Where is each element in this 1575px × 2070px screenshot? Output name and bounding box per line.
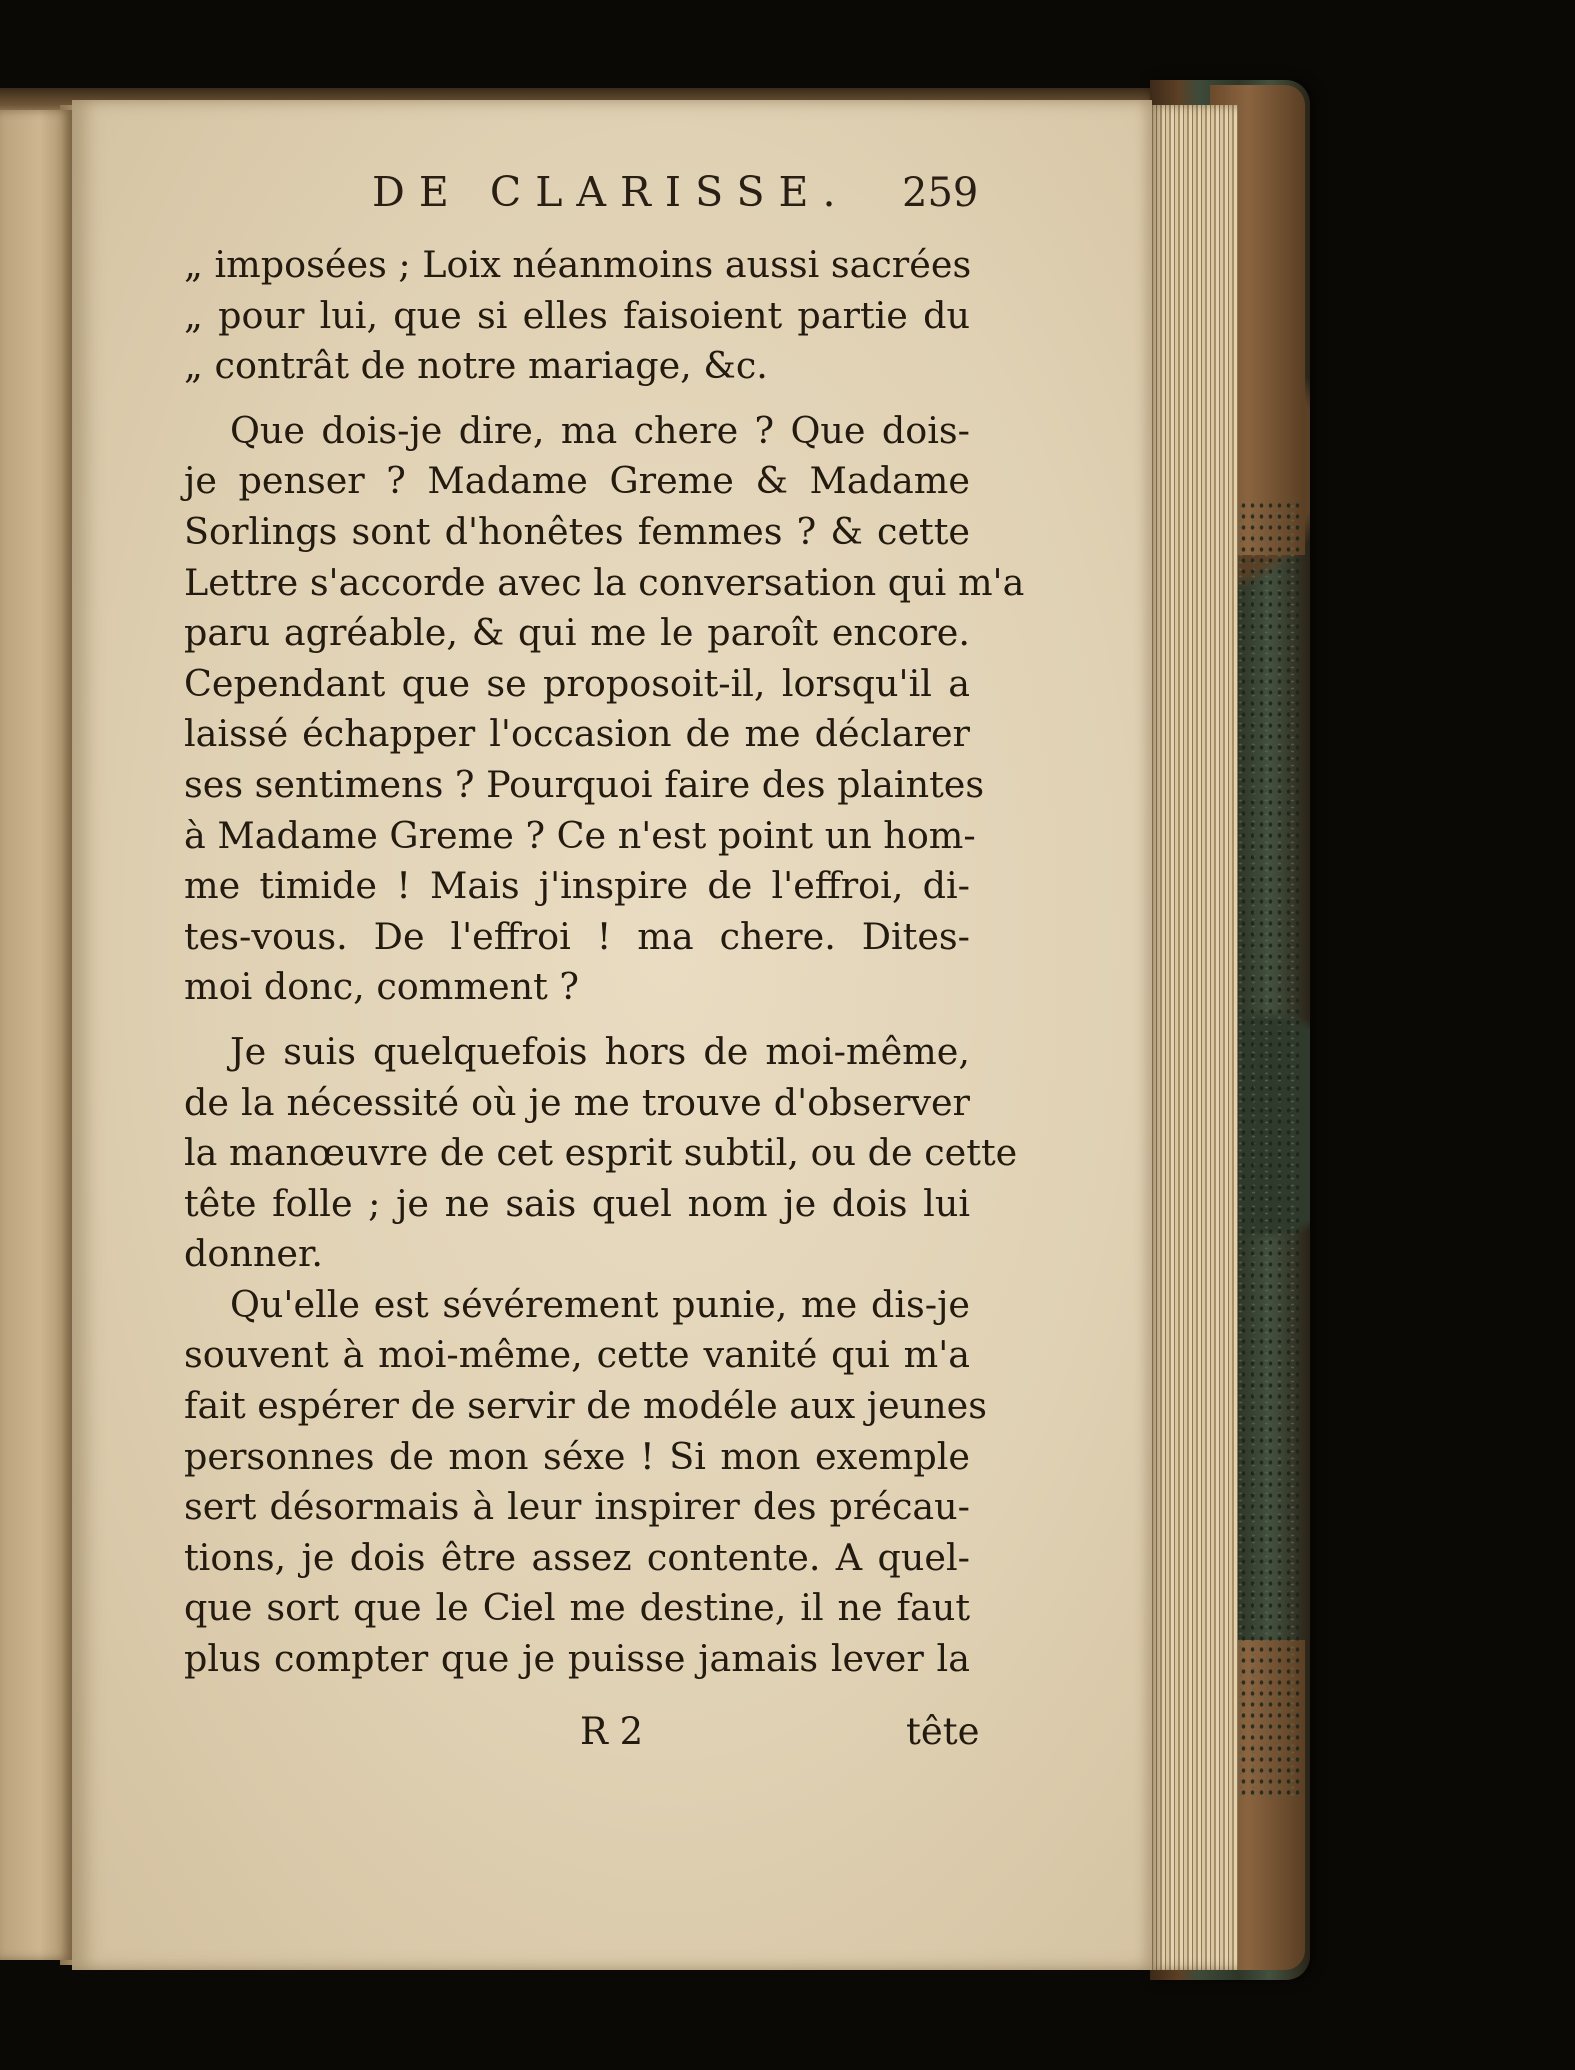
text-line: de la nécessité où je me trouve d'observer (184, 1080, 970, 1124)
text-line: paru agréable, & qui me le paroît encore. (184, 611, 970, 655)
marbled-paper (1230, 500, 1300, 1800)
text-line: laissé échapper l'occasion de me déclarer (184, 712, 970, 756)
left-page-edge (0, 110, 72, 1960)
text-line: „ contrât de notre mariage, &c. (184, 344, 768, 388)
text-line: souvent à moi-même, cette vanité qui m'a (184, 1333, 970, 1377)
text-line: me timide ! Mais j'inspire de l'effroi, di- (184, 864, 970, 908)
text-line: Je suis quelquefois hors de moi-même, (230, 1029, 970, 1073)
text-line: Cependant que se proposoit-il, lorsqu'il a (184, 661, 970, 705)
text-line: personnes de mon séxe ! Si mon exemple (184, 1434, 970, 1478)
paragraph-2 (184, 406, 1025, 1013)
page-text (184, 240, 1025, 1685)
page-number: 259 (902, 170, 979, 216)
text-line: donner. (184, 1232, 323, 1276)
text-line: que sort que le Ciel me destine, il ne faut (184, 1586, 970, 1630)
text-line: sert désormais à leur inspirer des précau- (184, 1485, 970, 1529)
text-line: moi donc, comment ? (184, 965, 579, 1009)
text-line: Lettre s'accorde avec la conversation qui m'a (184, 560, 1025, 604)
text-line: tes-vous. De l'effroi ! ma chere. Dites- (184, 914, 970, 958)
text-line: fait espérer de servir de modéle aux jeunes (184, 1384, 988, 1428)
text-line: Sorlings sont d'honêtes femmes ? & cette (184, 509, 970, 553)
text-line: Que dois-je dire, ma chere ? Que dois- (230, 408, 970, 452)
text-line: ses sentimens ? Pourquoi faire des plaintes (184, 762, 985, 806)
running-title: DE CLARISSE. (372, 168, 850, 216)
text-line: tête folle ; je ne sais quel nom je dois lui (184, 1181, 970, 1225)
paragraph-3 (184, 1027, 1018, 1280)
text-line: tions, je dois être assez contente. A quel- (184, 1535, 970, 1579)
page-footer (0, 1710, 1575, 1770)
text-line: la manœuvre de cet esprit subtil, ou de cette (184, 1131, 1018, 1175)
text-line: Qu'elle est sévérement punie, me dis-je (230, 1282, 970, 1326)
text-line: à Madame Greme ? Ce n'est point un hom- (184, 813, 976, 857)
text-line: plus compter que je puisse jamais lever la (184, 1637, 970, 1681)
catchword: tête (906, 1710, 980, 1753)
signature-mark: R 2 (580, 1710, 644, 1753)
text-line: „ pour lui, que si elles faisoient partie du (184, 293, 970, 337)
page-header (0, 168, 1575, 238)
paragraph-4 (184, 1280, 988, 1685)
paragraph-1 (184, 240, 970, 392)
text-line: „ imposées ; Loix néanmoins aussi sacrées (184, 243, 972, 286)
page-block-edges (1148, 105, 1238, 1970)
text-line: je penser ? Madame Greme & Madame (184, 459, 970, 503)
